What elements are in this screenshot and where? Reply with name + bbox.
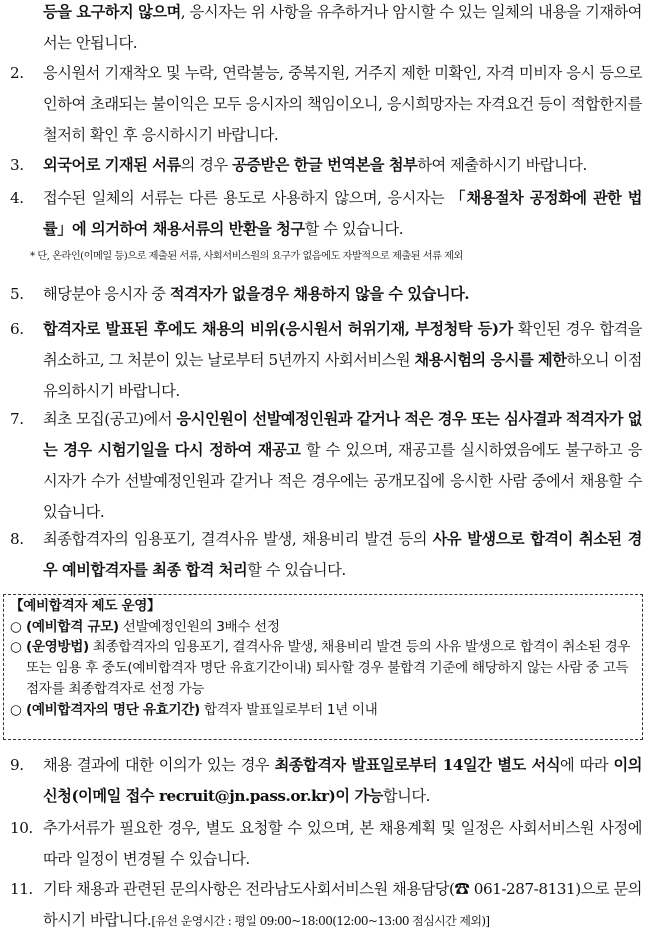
text-run: 추가서류가 필요한 경우, 별도 요청할 수 있으며, 본 채용계획 및 일정은 사회서비스원 사정에 따라 일정이 변경될 수 있습니다. [43,819,642,868]
item-number: 9. [10,756,24,774]
row-label: (예비합격 규모) [26,618,119,635]
text-run: [유선 운영시간 : 평일 09:00~18:00(12:00~13:00 점심시간 제외)] [151,914,490,928]
item-11 [10,874,642,929]
emphasis-text: 외국어로 기재된 서류 [43,156,181,174]
emphasis-text: 적격자가 없을경우 채용하지 않을 수 있습니다. [169,285,470,303]
row-text: 선발예정인원의 3배수 선정 [118,618,280,635]
item-intro [43,0,642,59]
text-run: 하오니 이점 유의하시기 바랍니다. [43,351,642,400]
note-text: * 단, 온라인(이메일 등)으로 제출된 서류, 사회서비스원의 요구가 없음에도 자발적으로 제출된 서류 제외 [30,251,463,262]
reserve-box-row [10,617,636,638]
text-run: 할 수 있으며, 재공고를 실시하였음에도 불구하고 응시자가 수가 선발예정인원과 같거나 적은 경우에는 공개모집에 응시한 사람 중에서 채용할 수 있습니다. [43,441,642,521]
bullet-circle-icon: ○ [10,618,22,635]
item-text [43,874,642,937]
emphasis-text: 공증받은 한글 번역본을 첨부 [232,156,418,174]
text-run: 확인된 경우 합격을 취소하고, 그 처분이 있는 날로부터 5년까지 사회서비스원 [43,320,642,369]
item-text [43,314,642,407]
row-label: (운영방법) [26,639,89,656]
item-10 [10,813,642,868]
row-text: 최종합격자의 임용포기, 결격사유 발생, 채용비리 발견 등의 사유 발생으로 합격이 취소된 경우 또는 임용 후 중도(예비합격자 명단 유효기간이내) 퇴사할 경우 불합격 기준에 해당하지 않는 사람 중 고득점자를 최종합격자로 선정 가능 [26,639,631,697]
item-number: 11. [10,880,33,898]
item-number: 6. [10,320,24,338]
text-run: 응시원서 기재착오 및 누락, 연락불능, 중복지원, 거주지 제한 미확인, 자격 미비자 응시 등으로 인하여 초래되는 불이익은 모두 응시자의 책임이오니, 응시희망자는 자격요건 등이 적합한지를 철저히 확인 후 응시하시기 바랍니다. [43,64,642,144]
text-run: 의 경우 [180,156,233,174]
reserve-box-title: 【예비합격자 제도 운영】 [10,598,161,614]
emphasis-text: 「채용절차 공정화에 관한 법률」에 의거하여 채용서류의 반환을 청구 [43,189,642,238]
emphasis-text: 최종합격자 발표일로부터 14일간 별도 서식 [274,756,561,774]
item-text [43,150,642,181]
item-2 [10,58,642,144]
text-run: , 응시자는 위 사항을 유추하거나 암시할 수 있는 일체의 내용을 기재하여서는 안됩니다. [43,3,642,52]
item-number: 8. [10,530,24,548]
emphasis-text: 등을 요구하지 않으며 [43,3,181,21]
item-text [43,183,642,245]
reserve-box-row [10,700,636,721]
reserve-box-row [10,637,636,699]
bullet-circle-icon: ○ [10,639,22,656]
bullet-circle-icon: ○ [10,701,22,718]
text-run: 해당분야 응시자 중 [43,285,170,303]
text-run: 에 따라 [560,756,614,774]
item-text [43,279,642,310]
item-6 [10,314,642,400]
item-text [43,404,642,528]
item-text [43,750,642,812]
item-4 [10,183,642,238]
row-label: (예비합격자의 명단 유효기간) [26,701,200,718]
item-number: 2. [10,64,24,82]
item-5 [10,279,642,310]
text-run: 합니다. [382,787,430,805]
item-3 [10,150,642,181]
emphasis-text: 응시인원이 선발예정인원과 같거나 적은 경우 또는 심사결과 적격자가 없는 경우 시험기일을 다시 정하여 재공고 [43,410,642,459]
reserve-passer-box [3,594,643,740]
item-text [43,813,642,875]
item-number: 7. [10,410,24,428]
item-8 [10,524,642,579]
text-run: 채용 결과에 대한 이의가 있는 경우 [43,756,275,774]
text-run: 하여 제출하시기 바랍니다. [417,156,587,174]
row-text: 합격자 발표일로부터 1년 이내 [199,701,378,718]
item-text [43,0,642,59]
reserve-box-rows [10,617,636,721]
text-run: 최종합격자의 임용포기, 결격사유 발생, 채용비리 발견 등의 [43,530,433,548]
item-text [43,58,642,151]
item-number: 4. [10,189,24,207]
item-text [43,524,642,586]
item-number: 3. [10,156,24,174]
emphasis-text: 채용시험의 응시를 제한 [414,351,567,369]
emphasis-text: 합격자로 발표된 후에도 채용의 비위(응시원서 허위기재, 부정청탁 등)가 [43,320,513,338]
item-9 [10,750,642,805]
item-number: 10. [10,819,33,837]
text-run: 최초 모집(공고)에서 [43,410,177,428]
emphasis-text: 이의신청(이메일 접수 recruit@jn.pass.or.kr)이 가능 [43,756,642,805]
item-number: 5. [10,285,24,303]
text-run: 기타 채용과 관련된 문의사항은 전라남도사회서비스원 채용담당(☎ 061-287-8131)으로 문의하시기 바랍니다. [43,880,642,929]
text-run: 할 수 있습니다. [304,220,404,238]
emphasis-text: 사유 발생으로 합격이 취소된 경우 예비합격자를 최종 합격 처리 [43,530,642,579]
text-run: 할 수 있습니다. [247,561,346,579]
item-7 [10,404,642,521]
text-run: 접수된 일체의 서류는 다른 용도로 사용하지 않으며, 응시자는 [43,189,451,207]
